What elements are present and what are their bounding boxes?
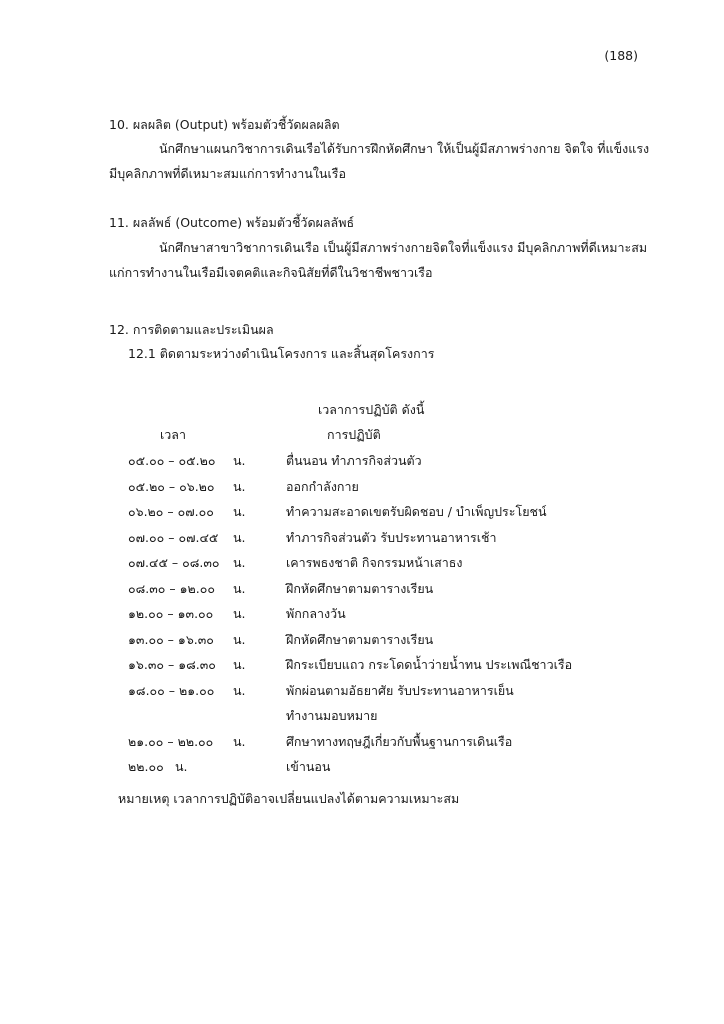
section-11-text-line2: แก่การทำงานในเรือมีเจตคติและกิจนิสัยที่ดีในวิชาชีพชาวเรือ — [109, 265, 433, 280]
schedule-row — [0, 453, 724, 471]
schedule-unit: น. — [233, 529, 246, 545]
schedule-activity: ฝึกหัดศึกษาตามตารางเรียน — [286, 580, 434, 596]
schedule-row — [0, 479, 724, 497]
schedule-activity: พักผ่อนตามอัธยาศัย รับประทานอาหารเย็น — [286, 682, 514, 698]
schedule-unit: น. — [175, 759, 188, 774]
section-11-text-line1: นักศึกษาสาขาวิชาการเดินเรือ เป็นผู้มีสภาพร่างกายจิตใจที่แข็งแรง มีบุคลิกภาพที่ดีเหมาะสม — [159, 240, 648, 255]
schedule-time: ๐๗.๔๕ – ๐๘.๓๐ — [128, 555, 220, 570]
schedule-activity: เคารพธงชาติ กิจกรรมหน้าเสาธง — [286, 555, 463, 570]
schedule-unit: น. — [233, 631, 246, 647]
schedule-activity: ฝึกระเบียบแถว กระโดดน้ำว่ายน้ำทน ประเพณีชาวเรือ — [286, 657, 573, 672]
schedule-activity: ตื่นนอน ทำภารกิจส่วนตัว — [286, 453, 422, 468]
section-10-text-line2: มีบุคลิกภาพที่ดีเหมาะสมแก่การทำงานในเรือ — [109, 166, 346, 181]
schedule-time: ๒๒.๐๐ — [128, 759, 164, 774]
schedule-note: หมายเหตุ เวลาการปฏิบัติอาจเปลี่ยนแปลงได้ตามความเหมาะสม — [118, 791, 460, 806]
schedule-row — [0, 657, 724, 675]
schedule-activity: ศึกษาทางทฤษฎีเกี่ยวกับพื้นฐานการเดินเรือ — [286, 733, 513, 749]
schedule-time: ๐๕.๐๐ – ๐๕.๒๐ — [128, 453, 216, 468]
schedule-row — [0, 504, 724, 522]
schedule-activity: ทำงานมอบหมาย — [286, 708, 378, 723]
section-10-heading: 10. ผลผลิต (Output) พร้อมตัวชี้วัดผลผลิต — [109, 117, 340, 132]
schedule-time: ๑๖.๓๐ – ๑๘.๓๐ — [128, 657, 216, 672]
schedule-unit: น. — [233, 453, 246, 468]
schedule-time: ๑๓.๐๐ – ๑๖.๓๐ — [128, 631, 214, 647]
schedule-unit: น. — [233, 733, 246, 749]
schedule-time: ๑๒.๐๐ – ๑๓.๐๐ — [128, 606, 214, 621]
schedule-unit: น. — [233, 606, 246, 621]
schedule-activity: เข้านอน — [286, 759, 331, 774]
schedule-row — [0, 683, 724, 701]
schedule-col-time: เวลา — [160, 427, 186, 442]
schedule-row — [0, 632, 724, 650]
schedule-row — [0, 708, 724, 726]
schedule-unit: น. — [233, 580, 246, 596]
schedule-row — [0, 734, 724, 752]
schedule-row — [0, 555, 724, 573]
section-12-heading: 12. การติดตามและประเมินผล — [109, 322, 274, 337]
schedule-row — [0, 759, 724, 777]
schedule-row — [0, 581, 724, 599]
schedule-time: ๒๑.๐๐ – ๒๒.๐๐ — [128, 733, 214, 749]
schedule-time: ๐๕.๒๐ – ๐๖.๒๐ — [128, 478, 215, 494]
schedule-row — [0, 606, 724, 624]
schedule-unit: น. — [233, 657, 246, 672]
schedule-unit: น. — [233, 682, 246, 698]
schedule-activity: ทำความสะอาดเขตรับผิดชอบ / บำเพ็ญประโยชน์ — [286, 504, 547, 519]
schedule-unit: น. — [233, 555, 246, 570]
schedule-row — [0, 530, 724, 548]
section-12-subheading: 12.1 ติดตามระหว่างดำเนินโครงการ และสิ้นสุดโครงการ — [128, 346, 435, 361]
page-number: (188) — [604, 48, 638, 63]
schedule-activity: ฝึกหัดศึกษาตามตารางเรียน — [286, 631, 434, 647]
schedule-time: ๑๘.๐๐ – ๒๑.๐๐ — [128, 682, 215, 698]
schedule-time: ๐๗.๐๐ – ๐๗.๔๕ — [128, 529, 219, 545]
schedule-title: เวลาการปฏิบัติ ดังนี้ — [318, 402, 425, 417]
schedule-activity: ทำภารกิจส่วนตัว รับประทานอาหารเช้า — [286, 529, 497, 545]
section-11-heading: 11. ผลลัพธ์ (Outcome) พร้อมตัวชี้วัดผลลัพธ์ — [109, 215, 355, 230]
schedule-activity: พักกลางวัน — [286, 606, 346, 621]
schedule-col-activity: การปฏิบัติ — [327, 427, 381, 442]
schedule-unit: น. — [233, 478, 246, 494]
schedule-time: ๐๘.๓๐ – ๑๒.๐๐ — [128, 580, 216, 596]
schedule-unit: น. — [233, 504, 246, 519]
schedule-activity: ออกกำลังกาย — [286, 478, 359, 494]
schedule-time: ๐๖.๒๐ – ๐๗.๐๐ — [128, 504, 214, 519]
section-10-text-line1: นักศึกษาแผนกวิชาการเดินเรือได้รับการฝึกหัดศึกษา ให้เป็นผู้มีสภาพร่างกาย จิตใจ ที่แข็งแรง — [159, 141, 650, 156]
